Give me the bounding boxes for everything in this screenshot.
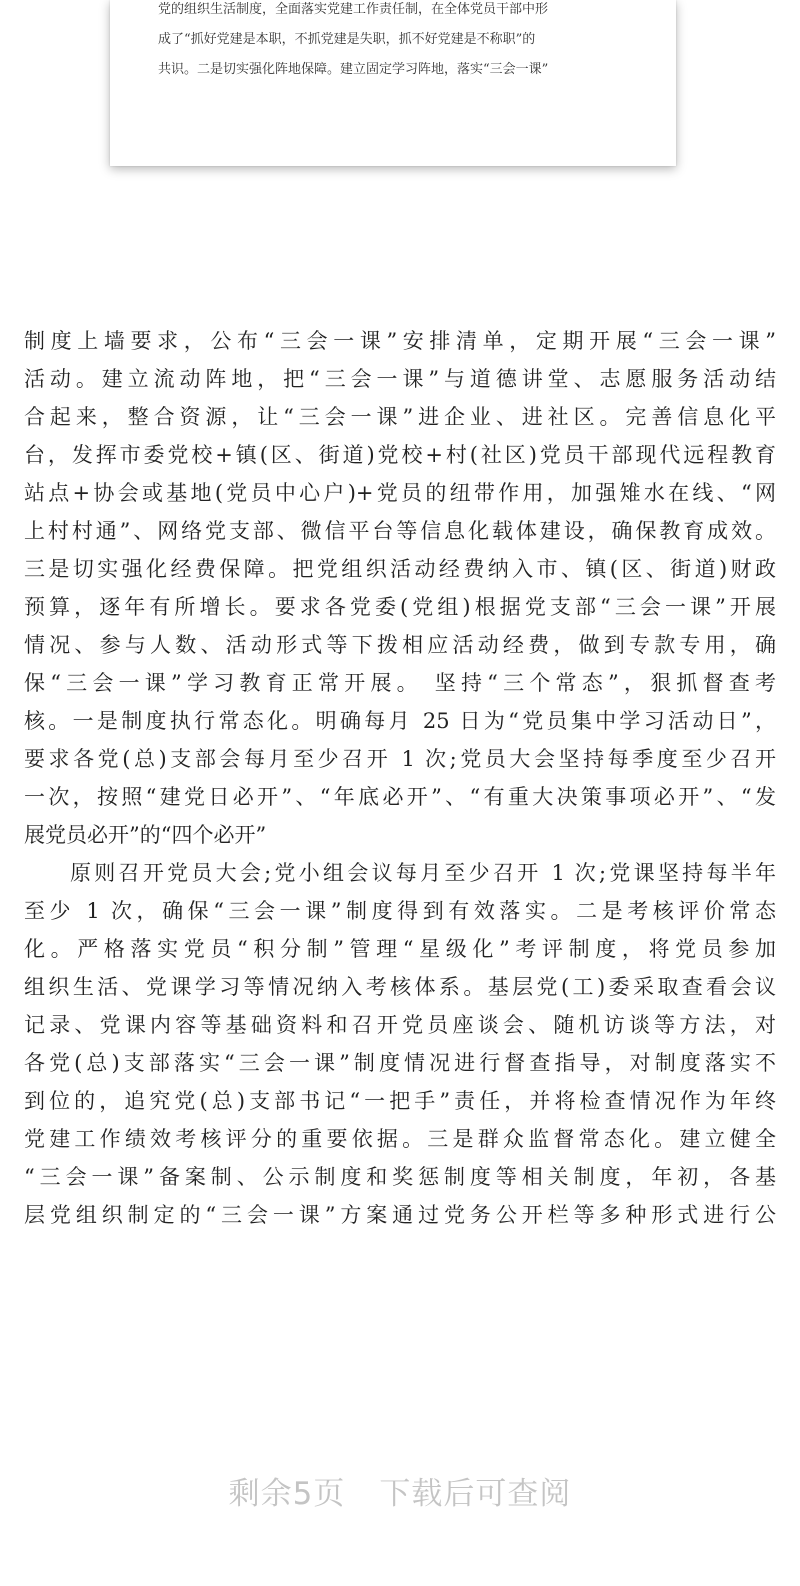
body-line: 记录、党课内容等基础资料和召开党员座谈会、随机访谈等方法，对 xyxy=(24,1013,776,1037)
body-line: 三是切实强化经费保障。把党组织活动经费纳入市、镇(区、街道)财政 xyxy=(24,557,776,581)
body-line: 上村村通”、网络党支部、微信平台等信息化载体建设，确保教育成效。 xyxy=(24,519,776,543)
preview-text xyxy=(158,0,638,85)
body-line: 化。严格落实党员“积分制”管理“星级化”考评制度，将党员参加 xyxy=(24,937,776,961)
body-line: 展党员必开”的“四个必开” xyxy=(24,823,267,847)
preview-line: 成了“抓好党建是本职，不抓党建是失职，抓不好党建是不称职”的 xyxy=(158,32,536,47)
download-to-view-label: 下载后可查阅 xyxy=(379,1476,572,1512)
body-line: 活动。建立流动阵地，把“三会一课”与道德讲堂、志愿服务活动结 xyxy=(24,367,776,391)
body-line: 层党组织制定的“三会一课”方案通过党务公开栏等多种形式进行公 xyxy=(24,1203,776,1227)
body-line: 党建工作绩效考核评分的重要依据。三是群众监督常态化。建立健全 xyxy=(24,1127,776,1151)
body-line: 合起来，整合资源，让“三会一课”进企业、进社区。完善信息化平 xyxy=(24,405,776,429)
download-prompt[interactable] xyxy=(0,1468,800,1513)
body-line: 原则召开党员大会;党小组会议每月至少召开 1 次;党课坚持每半年 xyxy=(70,861,776,885)
body-line: 情况、参与人数、活动形式等下拨相应活动经费，做到专款专用，确 xyxy=(24,633,776,657)
body-line: 站点+协会或基地(党员中心户)+党员的纽带作用，加强雉水在线、“网 xyxy=(24,481,776,505)
body-line: 核。一是制度执行常态化。明确每月 25 日为“党员集中学习活动日”， xyxy=(24,709,776,733)
body-line: 至少 1 次，确保“三会一课”制度得到有效落实。二是考核评价常态 xyxy=(24,899,776,923)
body-line: 要求各党(总)支部会每月至少召开 1 次;党员大会坚持每季度至少召开 xyxy=(24,747,776,771)
body-line: 制度上墙要求，公布“三会一课”安排清单，定期开展“三会一课” xyxy=(24,329,776,353)
preview-line: 共识。二是切实强化阵地保障。建立固定学习阵地，落实“三会一课” xyxy=(158,62,549,77)
body-line: 到位的，追究党(总)支部书记“一把手”责任，并将检查情况作为年终 xyxy=(24,1089,776,1113)
body-line: 保“三会一课”学习教育正常开展。 坚持“三个常态”，狠抓督查考 xyxy=(24,671,776,695)
document-preview-card xyxy=(110,0,676,166)
remaining-pages-label: 剩余5页 xyxy=(228,1476,346,1512)
body-line: 预算，逐年有所增长。要求各党委(党组)根据党支部“三会一课”开展 xyxy=(24,595,776,619)
body-line: 台，发挥市委党校+镇(区、街道)党校+村(社区)党员干部现代远程教育 xyxy=(24,443,776,467)
body-line: “三会一课”备案制、公示制度和奖惩制度等相关制度，年初，各基 xyxy=(24,1165,776,1189)
body-line: 各党(总)支部落实“三会一课”制度情况进行督查指导，对制度落实不 xyxy=(24,1051,776,1075)
body-line: 组织生活、党课学习等情况纳入考核体系。基层党(工)委采取查看会议 xyxy=(24,975,776,999)
body-line: 一次，按照“建党日必开”、“年底必开”、“有重大决策事项必开”、“发 xyxy=(24,785,776,809)
document-body xyxy=(24,322,776,1234)
preview-line: 党的组织生活制度，全面落实党建工作责任制，在全体党员干部中形 xyxy=(158,2,549,17)
